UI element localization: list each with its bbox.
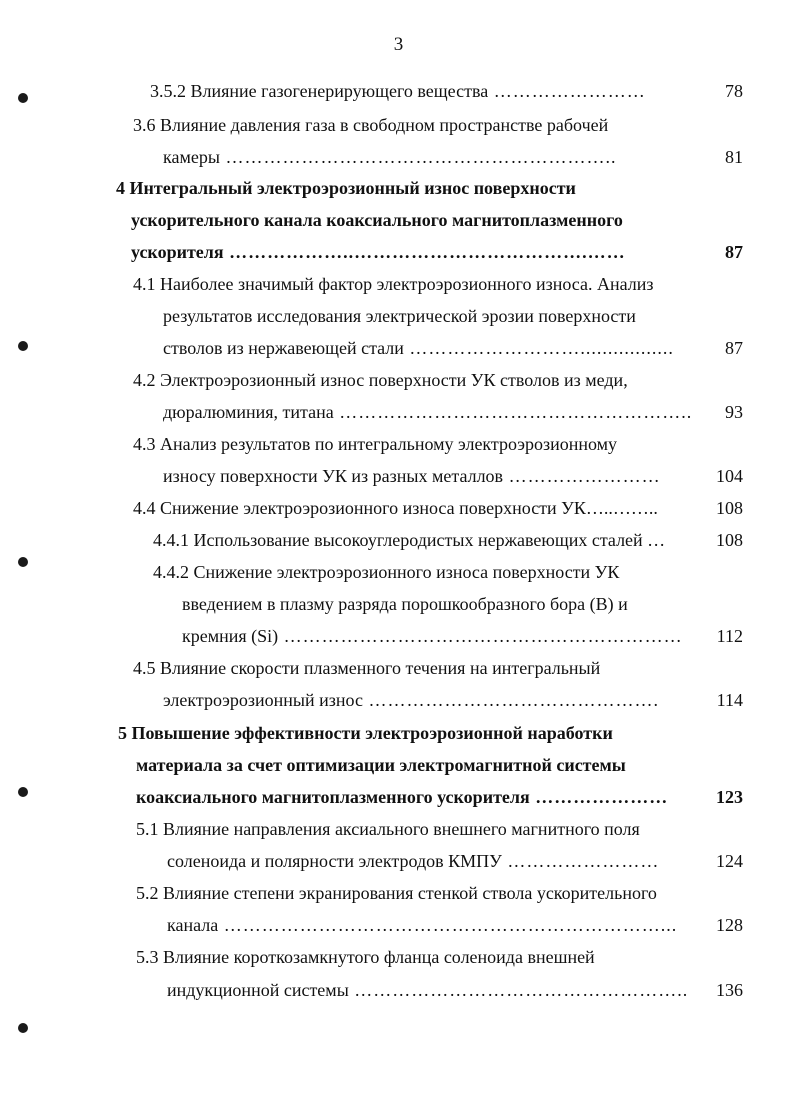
toc-entry-title: ускорителя bbox=[131, 242, 224, 262]
toc-page-number: 81 bbox=[725, 147, 743, 167]
toc-entry-title: ускорительного канала коаксиального магнитоплазменного bbox=[131, 210, 623, 230]
toc-leader: ……………………………………………………………... bbox=[218, 915, 678, 935]
toc-entry[interactable] bbox=[133, 273, 654, 295]
toc-leader: …………………………………………………….. bbox=[219, 147, 617, 167]
toc-leader: …………………… bbox=[503, 466, 661, 486]
toc-page-number: 108 bbox=[716, 498, 743, 518]
toc-entry-title: 3.5.2 Влияние газогенерирующего вещества bbox=[150, 81, 489, 101]
toc-page-number: 78 bbox=[725, 81, 743, 101]
toc-entry-continuation[interactable] bbox=[167, 850, 659, 872]
toc-page-number: 128 bbox=[716, 915, 743, 935]
toc-leader: ………………..……………………………….…… bbox=[223, 242, 626, 262]
toc-entry-continuation[interactable] bbox=[163, 337, 674, 359]
toc-page-number: 87 bbox=[725, 338, 743, 358]
toc-chapter-continuation[interactable] bbox=[131, 241, 626, 263]
punch-hole bbox=[18, 787, 28, 797]
toc-page-number: 112 bbox=[716, 626, 743, 646]
toc-entry-title: 4.2 Электроэрозионный износ поверхности УК стволов из меди, bbox=[133, 370, 628, 390]
toc-chapter[interactable] bbox=[118, 722, 613, 744]
toc-entry-title: 4.5 Влияние скорости плазменного течения на интегральный bbox=[133, 658, 601, 678]
toc-entry-title: 5 Повышение эффективности электроэрозионной наработки bbox=[118, 723, 613, 743]
toc-page-number: 123 bbox=[716, 787, 743, 807]
toc-page-number: 136 bbox=[716, 980, 743, 1000]
punch-hole bbox=[18, 557, 28, 567]
toc-page-number: 114 bbox=[716, 690, 743, 710]
toc-leader: …………………… bbox=[501, 851, 660, 871]
toc-entry-title: соленоида и полярности электродов КМПУ bbox=[167, 851, 502, 871]
toc-entry-continuation[interactable] bbox=[163, 689, 659, 711]
toc-entry-title: 3.6 Влияние давления газа в свободном пространстве рабочей bbox=[133, 115, 609, 135]
toc-chapter-continuation[interactable] bbox=[136, 786, 668, 808]
toc-leader: ………………………………………. bbox=[362, 690, 659, 710]
toc-leader: ……………………………………………………… bbox=[278, 626, 683, 646]
toc-entry-title: 5.3 Влияние короткозамкнутого фланца соленоида внешней bbox=[136, 947, 595, 967]
toc-entry-title: стволов из нержавеющей стали bbox=[163, 338, 404, 358]
toc-entry-title: 5.1 Влияние направления аксиального внешнего магнитного поля bbox=[136, 819, 640, 839]
toc-entry-title: 4.1 Наиболее значимый фактор электроэрозионного износа. Анализ bbox=[133, 274, 654, 294]
toc-entry-title: 5.2 Влияние степени экранирования стенкой ствола ускорительного bbox=[136, 883, 657, 903]
toc-entry[interactable] bbox=[150, 80, 646, 102]
toc-entry-title: износу поверхности УК из разных металлов bbox=[163, 466, 504, 486]
toc-entry[interactable] bbox=[133, 369, 628, 391]
punch-hole bbox=[18, 341, 28, 351]
toc-entry-title: введением в плазму разряда порошкообразного бора (B) и bbox=[182, 594, 628, 614]
toc-entry-continuation[interactable] bbox=[167, 979, 688, 1001]
toc-entry-title: канала bbox=[167, 915, 219, 935]
toc-entry-title: коаксиального магнитоплазменного ускорителя bbox=[136, 787, 530, 807]
toc-entry-continuation[interactable] bbox=[163, 401, 692, 423]
toc-entry-continuation[interactable] bbox=[167, 914, 677, 936]
toc-page-number: 93 bbox=[725, 402, 743, 422]
toc-page-number: 108 bbox=[716, 530, 743, 550]
toc-entry[interactable] bbox=[133, 497, 658, 519]
toc-entry-title: 4.3 Анализ результатов по интегральному электроэрозионному bbox=[133, 434, 618, 454]
toc-entry-title: 4.4.1 Использование высокоуглеродистых нержавеющих сталей … bbox=[153, 530, 666, 550]
toc-entry-title: 4 Интегральный электроэрозионный износ поверхности bbox=[116, 178, 576, 198]
toc-entry[interactable] bbox=[136, 818, 640, 840]
toc-entry-title: 4.4.2 Снижение электроэрозионного износа поверхности УК bbox=[153, 562, 620, 582]
toc-leader: ………………………................. bbox=[403, 338, 674, 358]
toc-entry-title: электроэрозионный износ bbox=[163, 690, 363, 710]
toc-entry-title: дюралюминия, титана bbox=[163, 402, 334, 422]
toc-entry-continuation[interactable] bbox=[182, 625, 683, 647]
toc-chapter-continuation[interactable] bbox=[136, 754, 626, 776]
punch-hole bbox=[18, 1023, 28, 1033]
toc-entry-title: индукционной системы bbox=[167, 980, 349, 1000]
toc-chapter[interactable] bbox=[116, 177, 576, 199]
toc-page-number: 87 bbox=[725, 242, 743, 262]
toc-entry-continuation[interactable] bbox=[163, 146, 616, 168]
toc-chapter-continuation[interactable] bbox=[131, 209, 623, 231]
toc-entry-continuation[interactable] bbox=[182, 593, 628, 615]
toc-entry[interactable] bbox=[136, 946, 595, 968]
toc-entry[interactable] bbox=[153, 529, 665, 551]
toc-leader: …………………………………………….. bbox=[348, 980, 689, 1000]
page-number: 3 bbox=[393, 34, 404, 55]
toc-page-number: 124 bbox=[716, 851, 743, 871]
toc-entry[interactable] bbox=[133, 114, 608, 136]
toc-entry-title: материала за счет оптимизации электромагнитной системы bbox=[136, 755, 626, 775]
toc-entry-title: кремния (Si) bbox=[182, 626, 279, 646]
toc-leader: ………………… bbox=[529, 787, 669, 807]
toc-entry[interactable] bbox=[133, 657, 600, 679]
toc-entry[interactable] bbox=[153, 561, 619, 583]
toc-entry-continuation[interactable] bbox=[163, 305, 636, 327]
toc-entry[interactable] bbox=[136, 882, 657, 904]
toc-entry-title: камеры bbox=[163, 147, 220, 167]
toc-entry-title: 4.4 Снижение электроэрозионного износа поверхности УК…..…….. bbox=[133, 498, 658, 518]
toc-leader: ……………………………………………….. bbox=[333, 402, 693, 422]
toc-entry-title: результатов исследования электрической эрозии поверхности bbox=[163, 306, 636, 326]
toc-entry-continuation[interactable] bbox=[163, 465, 661, 487]
toc-page-number: 104 bbox=[716, 466, 743, 486]
punch-hole bbox=[18, 93, 28, 103]
toc-leader: …………………… bbox=[488, 81, 646, 101]
toc-entry[interactable] bbox=[133, 433, 617, 455]
